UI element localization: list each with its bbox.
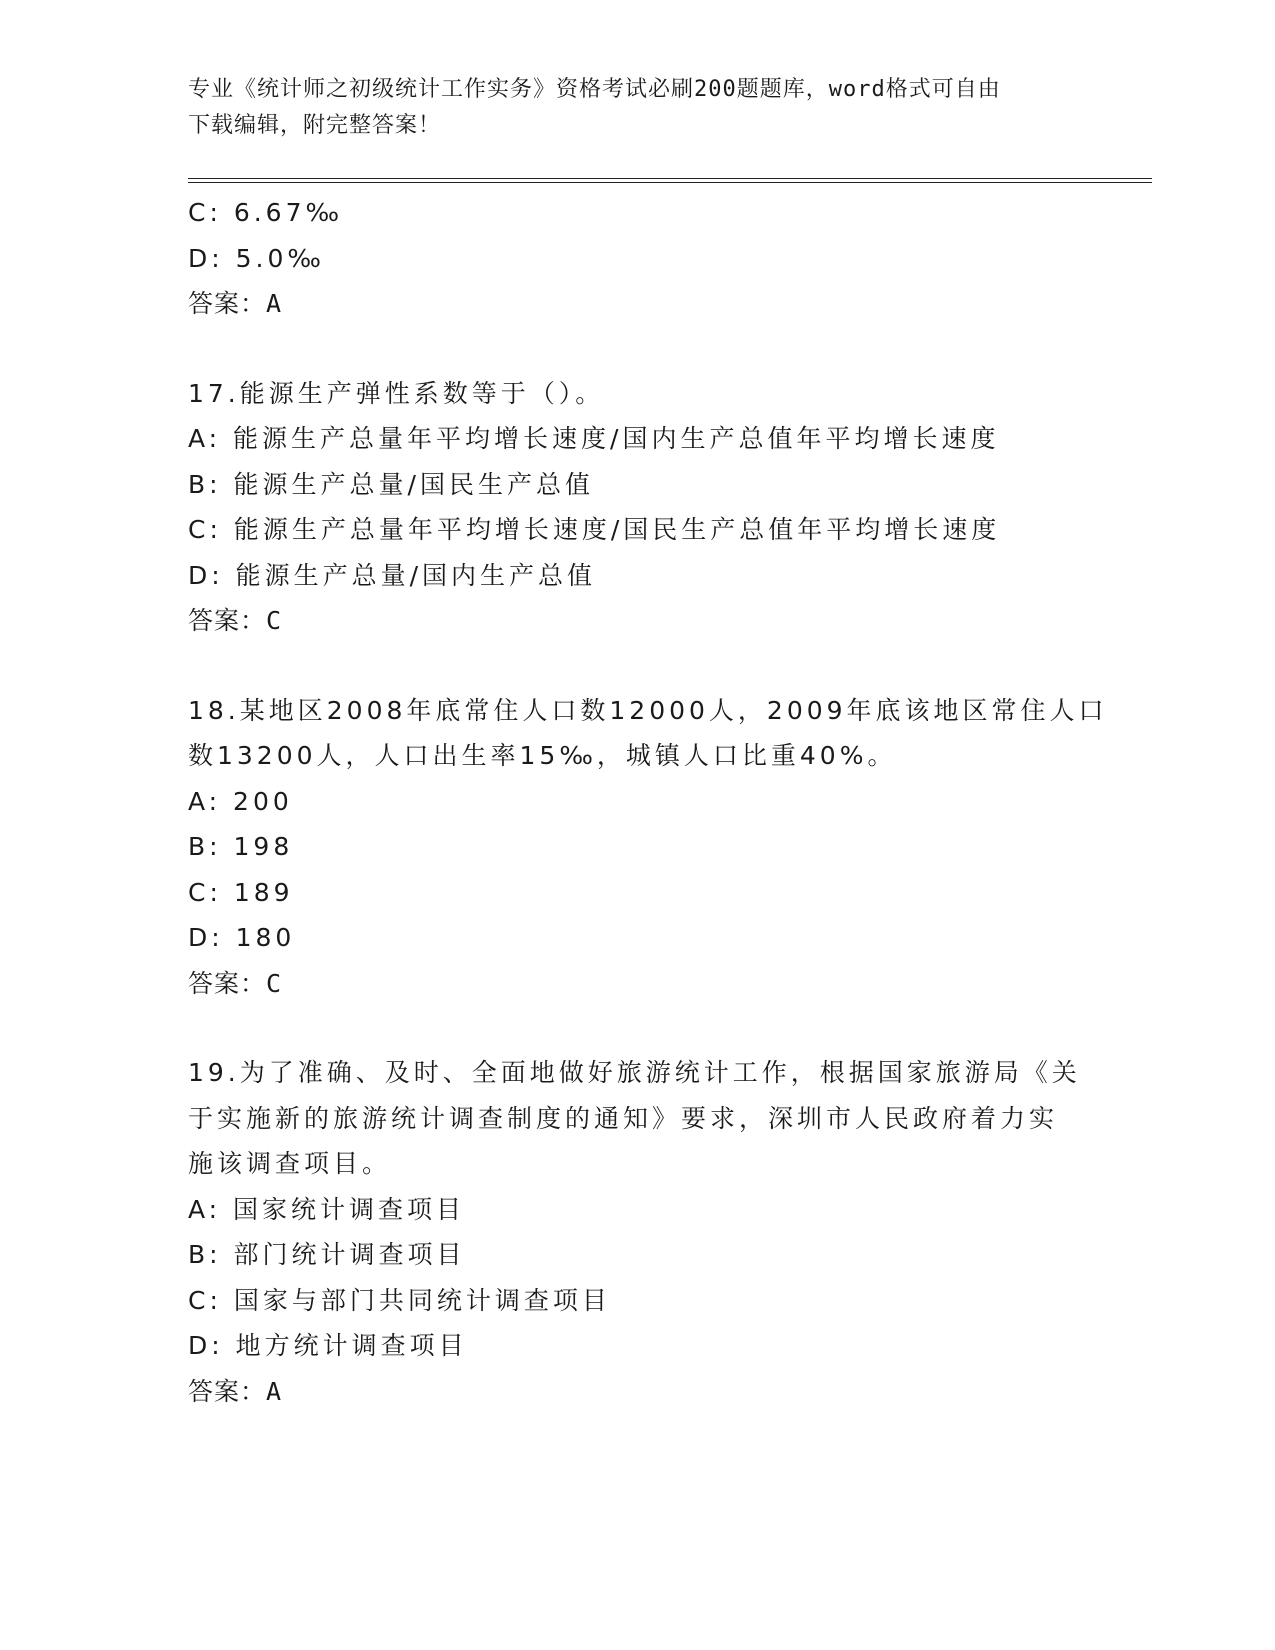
option-line: A: 200 [188,786,293,816]
answer-line: 答案：C [188,968,283,998]
spacer [188,1006,1088,1050]
question-stem: 施该调查项目。 [188,1149,392,1178]
option-line: A: 能源生产总量年平均增长速度/国内生产总值年平均增长速度 [188,424,1000,453]
option-line: A: 国家统计调查项目 [188,1194,466,1224]
option-line: D: 地方统计调查项目 [188,1331,468,1360]
header-divider [188,178,1152,183]
answer-line: 答案：A [188,1376,283,1406]
document-header [188,72,1068,144]
question-17 [188,371,1088,644]
option-line: B: 部门统计调查项目 [188,1240,466,1269]
answer-line: 答案：A [188,289,283,318]
question-18 [188,688,1108,1007]
option-line: B: 能源生产总量/国民生产总值 [188,469,594,499]
option-line: C: 189 [188,877,294,907]
option-line: B: 198 [188,832,294,861]
option-line: C: 6.67‰ [188,198,344,227]
question-content [188,190,1108,1414]
spacer [188,327,1088,371]
spacer [188,644,1088,688]
question-stem: 17.能源生产弹性系数等于（）。 [188,378,605,408]
question-19 [188,1050,1088,1414]
question-stem: 18.某地区2008年底常住人口数12000人，2009年底该地区常住人口 [188,695,1108,725]
header-line-1: 专业《统计师之初级统计工作实务》资格考试必刷200题题库，word格式可自由 [188,77,1001,102]
question-stem: 于实施新的旅游统计调查制度的通知》要求，深圳市人民政府着力实 [188,1103,1059,1133]
option-line: C: 国家与部门共同统计调查项目 [188,1285,611,1315]
question-stem: 数13200人，人口出生率15‰，城镇人口比重40%。 [188,741,897,770]
prev-question [188,190,1088,327]
option-line: D: 能源生产总量/国内生产总值 [188,560,597,590]
question-stem: 19.为了准确、及时、全面地做好旅游统计工作，根据国家旅游局《关 [188,1058,1081,1087]
option-line: C: 能源生产总量年平均增长速度/国民生产总值年平均增长速度 [188,515,1001,544]
option-line: D: 5.0‰ [188,243,325,273]
answer-line: 答案：C [188,606,283,635]
header-line-2: 下载编辑，附完整答案！ [188,113,442,138]
option-line: D: 180 [188,923,296,952]
